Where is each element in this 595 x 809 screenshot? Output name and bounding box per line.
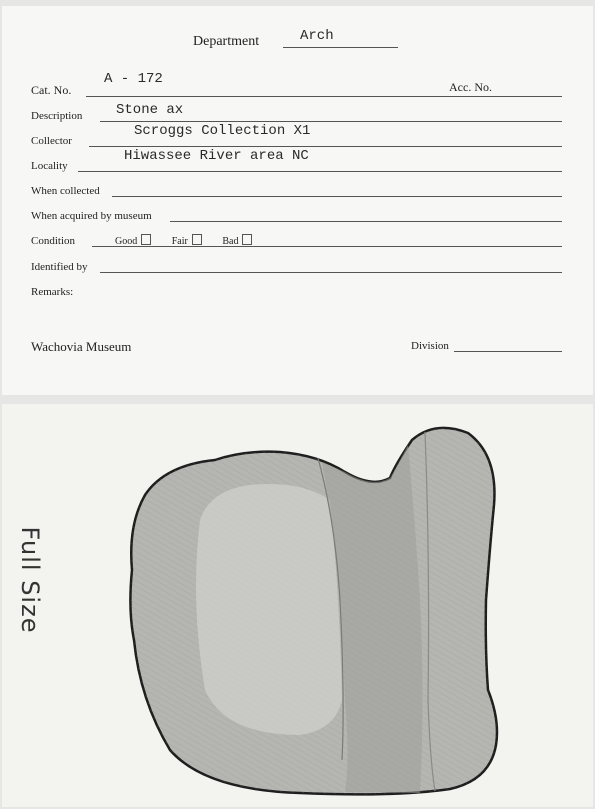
stone-ax-highlight	[196, 484, 342, 735]
museum-name: Wachovia Museum	[31, 339, 132, 354]
when-acquired-label: When acquired by museum	[31, 210, 152, 222]
description-value: Stone ax	[116, 102, 184, 118]
collector-label: Collector	[31, 135, 72, 147]
identified-by-label: Identified by	[31, 261, 88, 273]
department-value: Arch	[300, 28, 334, 44]
condition-fair-label: Fair	[171, 236, 188, 247]
cat-no-label: Cat. No.	[31, 83, 72, 97]
remarks-label: Remarks:	[31, 286, 74, 298]
condition-good-label: Good	[115, 236, 138, 247]
cat-no-value: A - 172	[104, 71, 163, 87]
collector-value: Scroggs Collection X1	[134, 123, 311, 139]
condition-label: Condition	[31, 235, 76, 247]
locality-label: Locality	[31, 160, 68, 172]
condition-bad-label: Bad	[222, 236, 239, 247]
full-size-caption: Full Size	[16, 526, 44, 634]
description-label: Description	[31, 110, 83, 122]
division-label: Division	[411, 340, 449, 352]
when-collected-label: When collected	[31, 185, 100, 197]
department-label: Department	[193, 34, 260, 49]
locality-value: Hiwassee River area NC	[124, 148, 309, 164]
acc-no-label: Acc. No.	[449, 80, 492, 94]
